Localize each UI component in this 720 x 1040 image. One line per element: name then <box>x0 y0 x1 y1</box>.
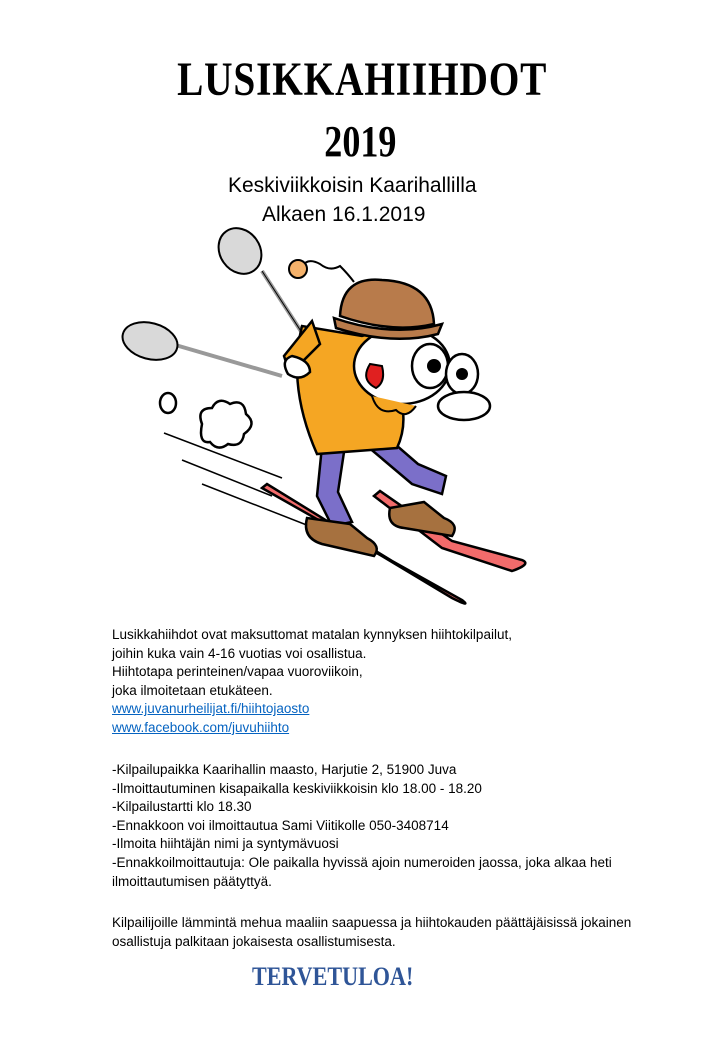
page-title: LUSIKKAHIIHDOT <box>177 53 548 106</box>
skier-with-spoons-icon <box>112 226 532 611</box>
details-list <box>112 761 672 891</box>
start-date-subtitle: Alkaen 16.1.2019 <box>262 203 426 226</box>
detail-line: -Kilpailupaikka Kaarihallin maasto, Harjutie 2, 51900 Juva <box>112 762 457 777</box>
facebook-link[interactable]: www.facebook.com/juvuhiihto <box>112 719 290 735</box>
intro-line: Hiihtotapa perinteinen/vapaa vuoroviikoin, <box>112 664 363 680</box>
detail-line: -Ennakkoilmoittautuja: Ole paikalla hyvissä ajoin numeroiden jaossa, joka alkaa heti ilmoittautumisen päätyttyä. <box>112 854 612 889</box>
intro-text <box>112 626 672 738</box>
club-website-link[interactable]: www.juvanurheilijat.fi/hiihtojaosto <box>112 701 310 717</box>
intro-line: Lusikkahiihdot ovat maksuttomat matalan kynnyksen hiihtokilpailut, <box>112 627 512 642</box>
closing-text: Kilpailijoille lämmintä mehua maaliin saapuessa ja hiihtokauden päättäjäisissä jokainen osallistuja palkitaan jokaisesta osallistumisesta. <box>112 915 632 949</box>
detail-line: -Ilmoittautuminen kisapaikalla keskiviikkoisin klo 18.00 - 18.20 <box>112 780 482 796</box>
detail-line: -Ilmoita hiihtäjän nimi ja syntymävuosi <box>112 836 339 852</box>
schedule-subtitle: Keskiviikkoisin Kaarihallilla <box>228 174 477 197</box>
intro-line: joka ilmoitetaan etukäteen. <box>112 682 273 698</box>
detail-line: -Ennakkoon voi ilmoittautua Sami Viitikolle 050-3408714 <box>112 817 449 833</box>
event-year: 2019 <box>324 117 397 166</box>
detail-line: -Kilpailustartti klo 18.30 <box>112 799 252 815</box>
intro-line: joihin kuka vain 4-16 vuotias voi osallistua. <box>112 645 367 661</box>
welcome-text: TERVETULOA! <box>252 962 414 991</box>
